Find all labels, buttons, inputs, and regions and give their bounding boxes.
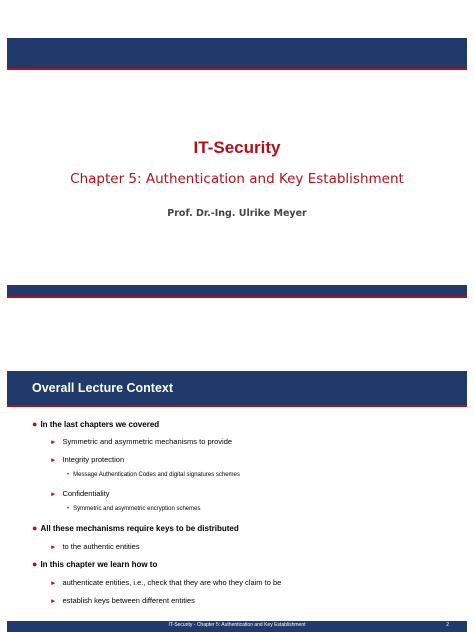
dot-icon: • xyxy=(67,472,70,478)
arrow-icon: ► xyxy=(50,544,57,551)
slide-heading: Overall Lecture Context xyxy=(32,381,174,395)
footer-bar xyxy=(7,621,467,632)
bullet-text: authenticate entities, i.e., check that they are who they claim to be xyxy=(62,578,282,587)
context-slide xyxy=(7,371,467,632)
bullet-text: Integrity protection xyxy=(62,455,125,464)
dot-icon: • xyxy=(67,506,70,512)
bullet-icon: ● xyxy=(32,559,38,569)
bullet-item xyxy=(50,489,110,498)
header-bar xyxy=(7,371,467,407)
slide-subtitle: Chapter 5: Authentication and Key Establishment xyxy=(70,171,404,187)
arrow-icon: ► xyxy=(50,439,57,446)
arrow-icon: ► xyxy=(50,580,57,587)
bullet-text: In the last chapters we covered xyxy=(40,420,160,429)
bottom-banner xyxy=(7,285,467,298)
bullet-item xyxy=(32,559,157,569)
bullet-icon: ● xyxy=(32,419,38,429)
arrow-icon: ► xyxy=(50,598,57,605)
slide-title: IT-Security xyxy=(193,138,281,157)
bullet-text: Symmetric and asymmetric encryption schemes xyxy=(73,506,201,512)
top-banner xyxy=(7,38,467,70)
footer-text: IT-Security - Chapter 5: Authentication and Key Establishment xyxy=(168,622,306,628)
bullet-item xyxy=(67,506,200,512)
bullet-item xyxy=(50,437,232,446)
bullet-item xyxy=(50,455,124,464)
bullet-item xyxy=(67,472,240,478)
author-name: Prof. Dr.-Ing. Ulrike Meyer xyxy=(167,208,307,219)
bullet-text: establish keys between different entities xyxy=(62,596,195,605)
arrow-icon: ► xyxy=(50,491,57,498)
bullet-text: In this chapter we learn how to xyxy=(40,560,158,569)
arrow-icon: ► xyxy=(50,457,57,464)
bullet-text: Confidentiality xyxy=(62,489,110,498)
bullet-item xyxy=(32,419,159,429)
bullet-icon: ● xyxy=(32,523,38,533)
bullet-item xyxy=(32,523,239,533)
bullet-text: Symmetric and asymmetric mechanisms to provide xyxy=(62,437,233,446)
bullet-text: to the authentic entities xyxy=(62,542,140,551)
bullet-item xyxy=(50,542,140,551)
bullet-item xyxy=(50,596,195,605)
bullet-text: Message Authentication Codes and digital signatures schemes xyxy=(73,472,240,478)
bullet-item xyxy=(50,578,281,587)
bullet-text: All these mechanisms require keys to be distributed xyxy=(40,524,239,533)
page-number: 2 xyxy=(446,622,449,628)
title-slide xyxy=(7,38,467,298)
